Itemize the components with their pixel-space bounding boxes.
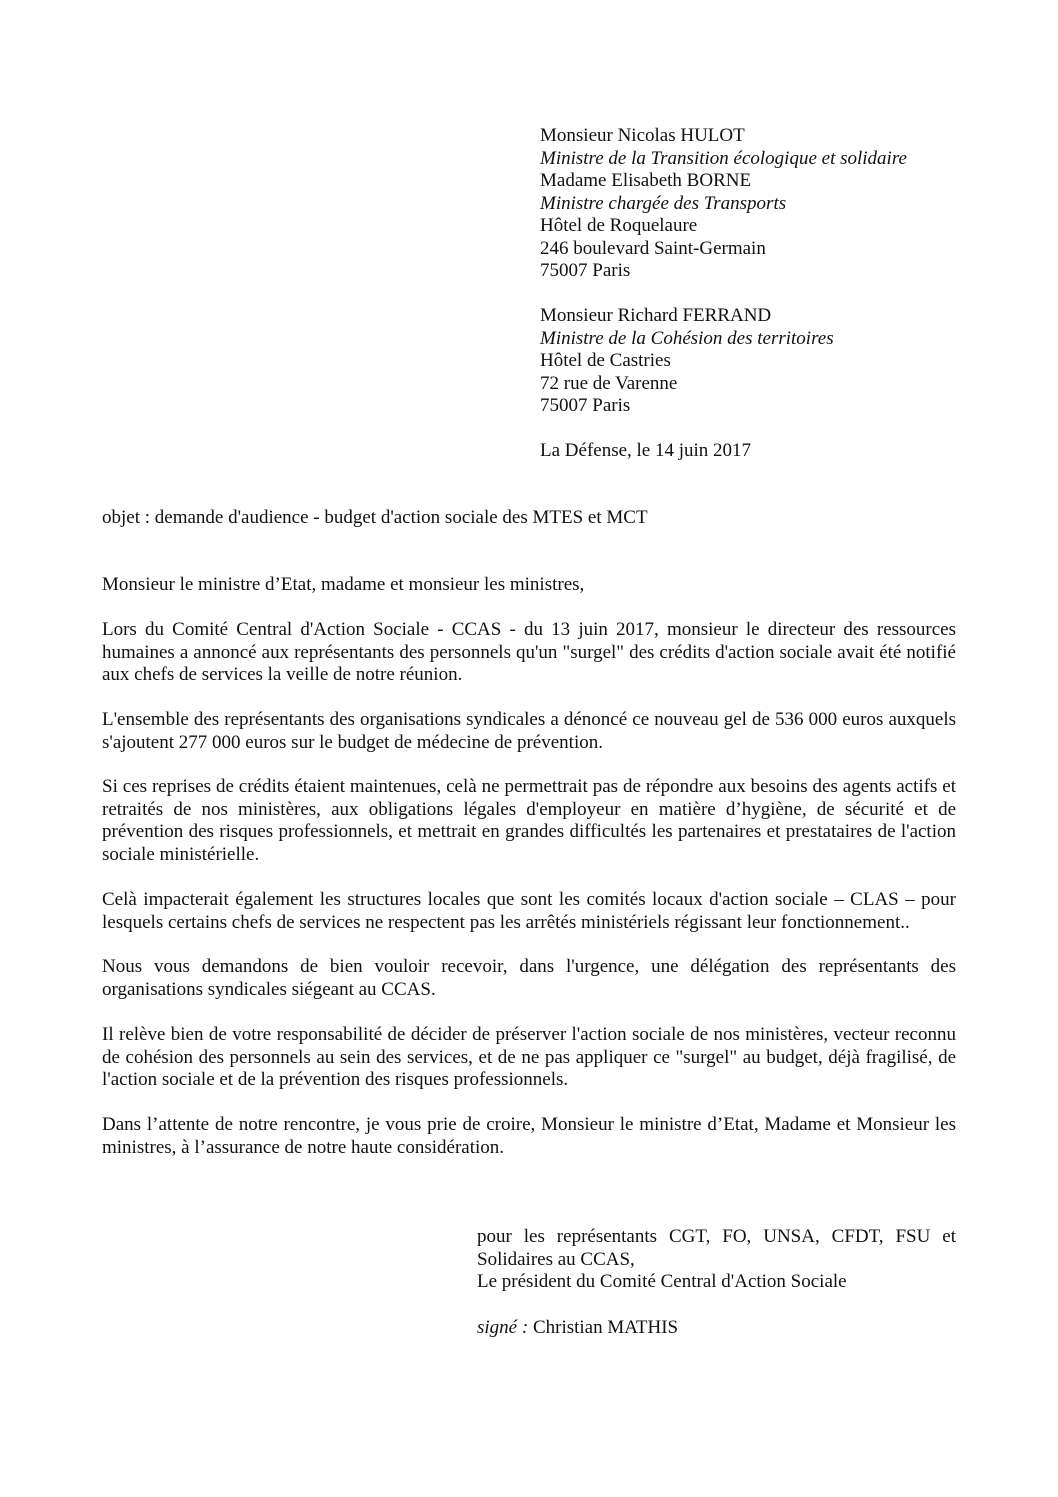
body-paragraph-3: Si ces reprises de crédits étaient maintenues, celà ne permettrait pas de répondre aux besoins des agents actifs et retraités de nos ministères, aux obligations légales d'employeur en matière d’hygiène, de sécurité et de prévention des risques professionnels, et mettrait en grandes difficultés les partenaires et prestataires de l'action sociale ministérielle.: [102, 776, 956, 865]
address-line: 75007 Paris: [540, 260, 631, 281]
address-line: 72 rue de Varenne: [540, 372, 678, 394]
body-paragraph-1: Lors du Comité Central d'Action Sociale - CCAS - du 13 juin 2017, monsieur le directeur des ressources humaines a annoncé aux représentants des personnels qu'un "surgel" des crédits d'action sociale avait été notifié aux chefs de services la veille de notre réunion.: [102, 619, 956, 685]
signed-line: [477, 1317, 678, 1340]
signature-on-behalf: pour les représentants CGT, FO, UNSA, CFDT, FSU et Solidaires au CCAS,: [477, 1226, 956, 1270]
closing-paragraph: Dans l’attente de notre rencontre, je vous prie de croire, Monsieur le ministre d’Etat, Madame et Monsieur les ministres, à l’assurance de notre haute considération.: [102, 1114, 956, 1158]
subject-line: objet : demande d'audience - budget d'action sociale des MTES et MCT: [102, 507, 648, 528]
signed-label: signé :: [477, 1317, 529, 1338]
address-line: 246 boulevard Saint-Germain: [540, 237, 766, 259]
address-line: Hôtel de Castries: [540, 350, 671, 371]
place-date: La Défense, le 14 juin 2017: [540, 440, 752, 461]
body-paragraph-5: Nous vous demandons de bien vouloir recevoir, dans l'urgence, une délégation des représentants des organisations syndicales siégeant au CCAS.: [102, 956, 956, 1000]
recipient-title: Ministre chargée des Transports: [540, 192, 787, 214]
address-line: 75007 Paris: [540, 395, 631, 416]
body-paragraph-2: L'ensemble des représentants des organisations syndicales a dénoncé ce nouveau gel de 536 000 euros auxquels s'ajoutent 277 000 euros sur le budget de médecine de prévention.: [102, 709, 956, 753]
body-paragraph-6: Il relève bien de votre responsabilité de décider de préserver l'action sociale de nos ministères, vecteur reconnu de cohésion des personnels au sein des services, et de ne pas appliquer ce "surgel" au budget, déjà fragilisé, de l'action sociale et de la prévention des risques professionnels.: [102, 1024, 956, 1090]
signature-block: [477, 1226, 956, 1294]
recipient-name: Monsieur Richard FERRAND: [540, 305, 772, 326]
salutation: Monsieur le ministre d’Etat, madame et monsieur les ministres,: [102, 574, 585, 595]
recipient-title: Ministre de la Transition écologique et solidaire: [540, 147, 907, 169]
recipient-name: Madame Elisabeth BORNE: [540, 170, 752, 191]
recipient-name: Monsieur Nicolas HULOT: [540, 125, 745, 146]
signature-title: Le président du Comité Central d'Action Sociale: [477, 1271, 847, 1292]
recipient-block-2: [540, 305, 834, 418]
recipient-title: Ministre de la Cohésion des territoires: [540, 327, 834, 349]
body-paragraph-4: Celà impacterait également les structures locales que sont les comités locaux d'action sociale – CLAS – pour lesquels certains chefs de services ne respectent pas les arrêtés ministériels régissant leur fonctionnement..: [102, 889, 956, 933]
recipient-block-1: [540, 125, 907, 283]
address-line: Hôtel de Roquelaure: [540, 215, 698, 236]
signer-name: Christian MATHIS: [532, 1317, 679, 1338]
